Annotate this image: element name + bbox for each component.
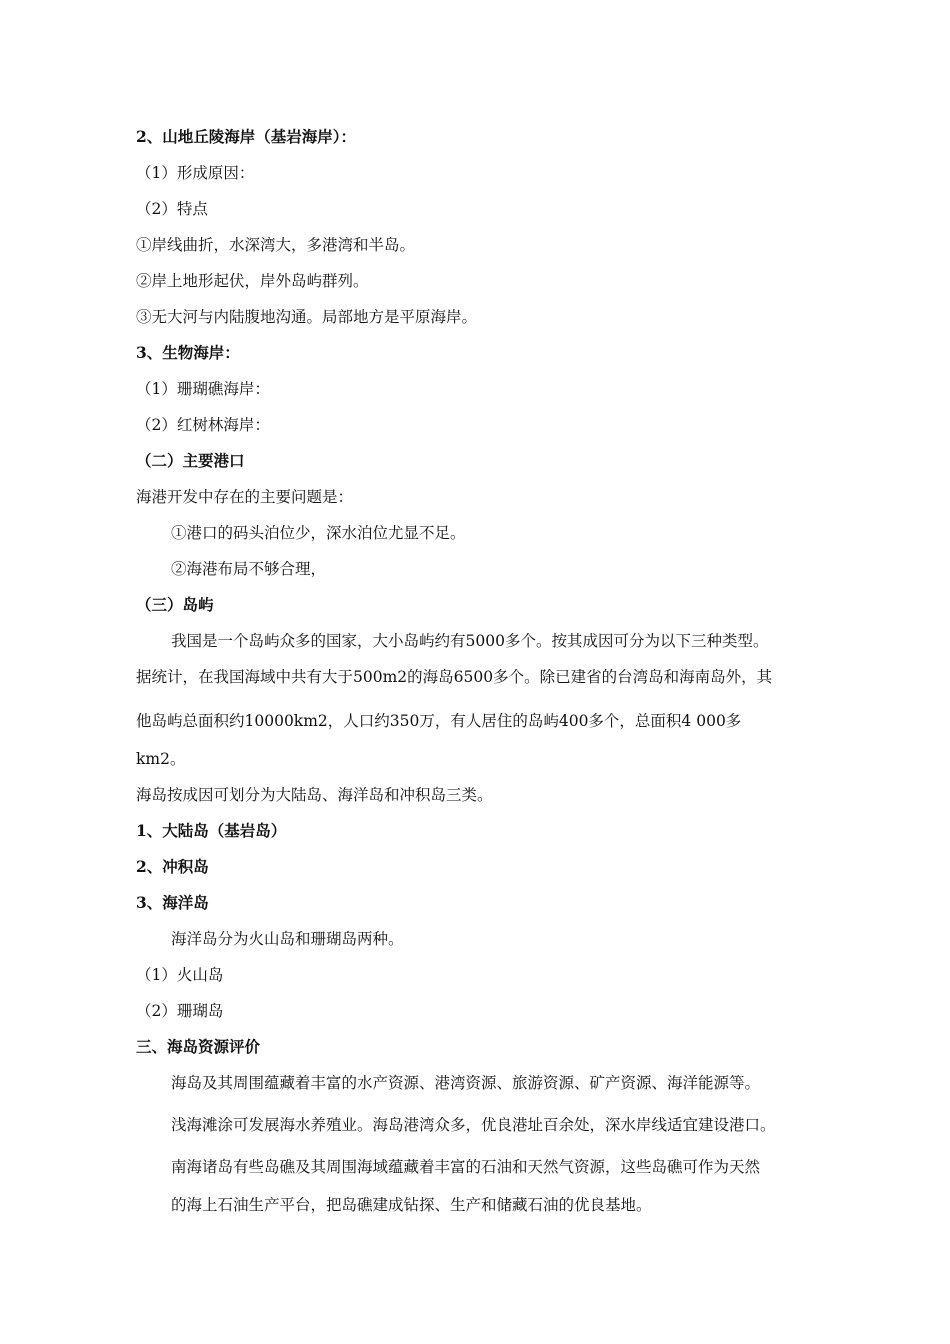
list-item: （2）珊瑚岛 xyxy=(136,1002,224,1020)
paragraph-line: 的海上石油生产平台，把岛礁建成钻探、生产和储藏石油的优良基地。 xyxy=(171,1196,652,1214)
list-item: （1）形成原因： xyxy=(136,164,255,182)
paragraph: 海岛及其周围蕴藏着丰富的水产资源、港湾资源、旅游资源、矿产资源、海洋能源等。 xyxy=(171,1074,761,1092)
paragraph-line: km2。 xyxy=(136,750,186,768)
list-item: （1）火山岛 xyxy=(136,966,224,984)
paragraph-line: 他岛屿总面积约10000km2，人口约350万，有人居住的岛屿400多个，总面积4 000多 xyxy=(136,712,742,730)
section-heading: （三）岛屿 xyxy=(136,595,214,614)
section-heading: 3、生物海岸： xyxy=(136,343,240,362)
list-item: ③无大河与内陆腹地沟通。局部地方是平原海岸。 xyxy=(136,308,478,326)
list-item: （2）特点 xyxy=(136,200,208,218)
section-heading: 2、山地丘陵海岸（基岩海岸）： xyxy=(136,127,357,146)
paragraph-line: 据统计，在我国海域中共有大于500m2的海岛6500多个。除已建省的台湾岛和海南岛外，其 xyxy=(136,668,773,686)
section-heading: 1、大陆岛（基岩岛） xyxy=(136,821,287,840)
paragraph: 浅海滩涂可发展海水养殖业。海岛港湾众多，优良港址百余处，深水岸线适宜建设港口。 xyxy=(171,1116,776,1134)
paragraph-line: 我国是一个岛屿众多的国家，大小岛屿约有5000多个。按其成因可分为以下三种类型。 xyxy=(171,632,769,650)
section-heading: 三、海岛资源评价 xyxy=(136,1037,261,1056)
list-item: （1）珊瑚礁海岸： xyxy=(136,380,270,398)
list-item: （2）红树林海岸： xyxy=(136,416,270,434)
list-item: ②海港布局不够合理， xyxy=(171,560,327,578)
section-heading: （二）主要港口 xyxy=(136,451,245,470)
paragraph: 海岛按成因可划分为大陆岛、海洋岛和冲积岛三类。 xyxy=(136,786,493,804)
paragraph-line: 南海诸岛有些岛礁及其周围海域蕴藏着丰富的石油和天然气资源，这些岛礁可作为天然 xyxy=(171,1158,761,1176)
list-item: ①岸线曲折，水深湾大，多港湾和半岛。 xyxy=(136,236,416,254)
list-item: ①港口的码头泊位少，深水泊位尤显不足。 xyxy=(171,524,466,542)
paragraph: 海洋岛分为火山岛和珊瑚岛两种。 xyxy=(171,930,404,948)
section-heading: 2、冲积岛 xyxy=(136,857,209,876)
list-item: ②岸上地形起伏，岸外岛屿群列。 xyxy=(136,272,369,290)
paragraph: 海港开发中存在的主要问题是： xyxy=(136,488,354,506)
section-heading: 3、海洋岛 xyxy=(136,893,209,912)
